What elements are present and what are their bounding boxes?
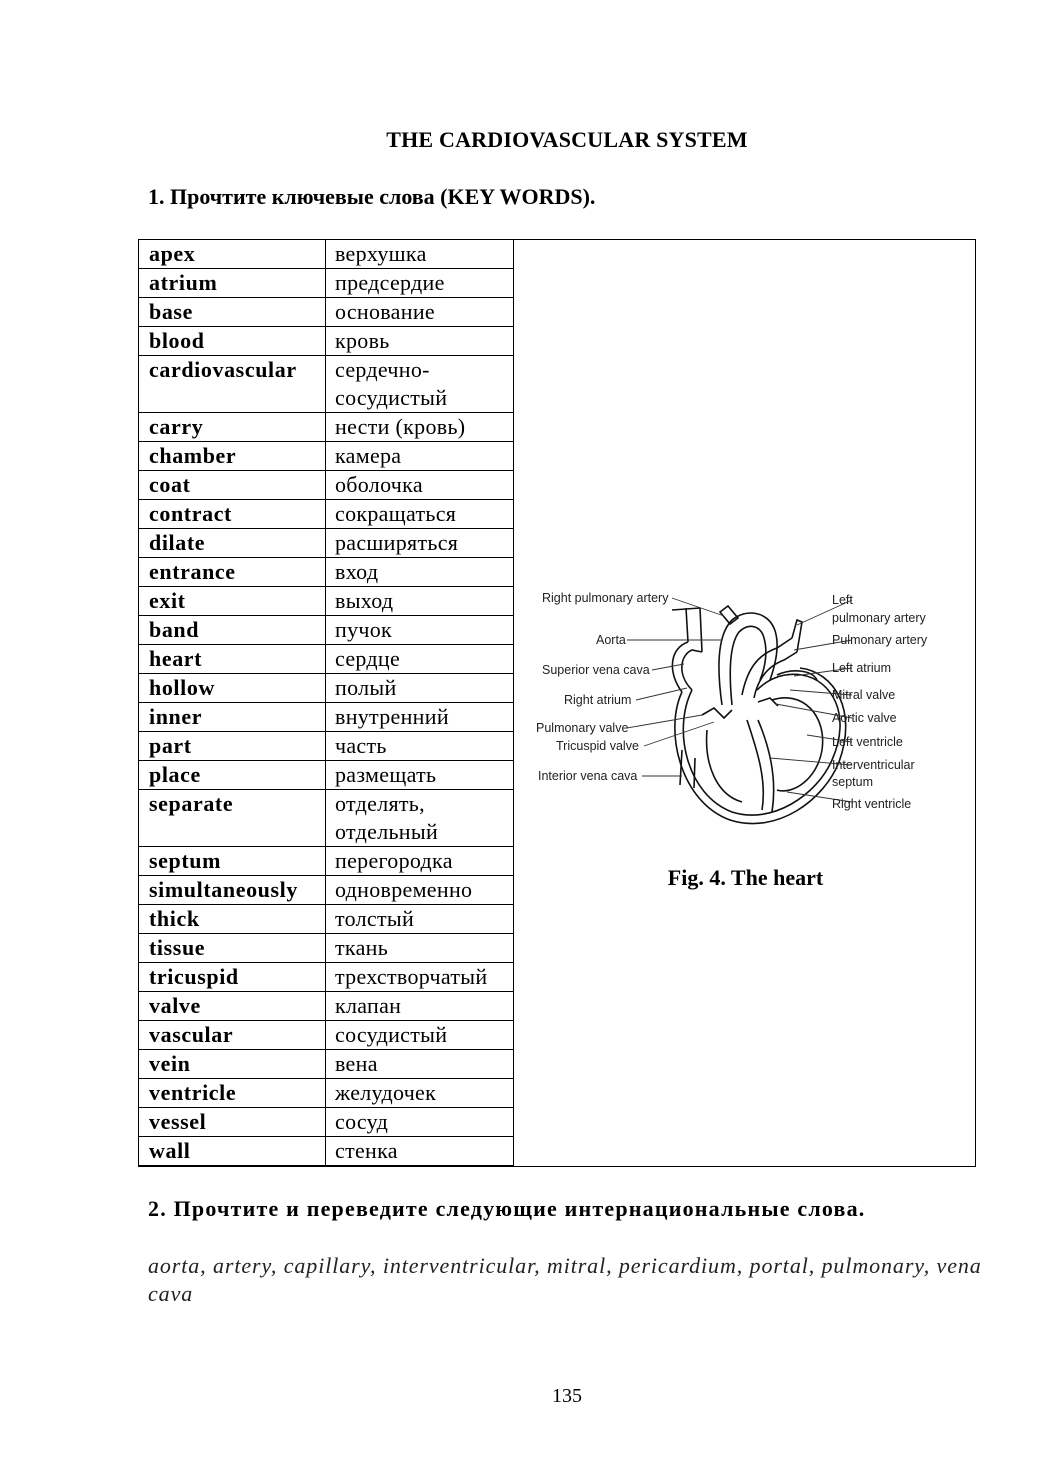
table-row bbox=[139, 934, 514, 963]
term-russian bbox=[326, 1137, 514, 1166]
leader-lines bbox=[627, 598, 852, 802]
term-english: separate bbox=[139, 790, 326, 847]
term-english: dilate bbox=[139, 529, 326, 558]
figure-area bbox=[516, 240, 975, 1166]
label-pulmonary-artery: Pulmonary artery bbox=[832, 633, 928, 647]
term-english: blood bbox=[139, 327, 326, 356]
term-russian-line: сердечно- bbox=[335, 357, 430, 382]
term-russian bbox=[326, 558, 514, 587]
key-words-table bbox=[138, 239, 514, 1166]
term-english: place bbox=[139, 761, 326, 790]
term-english: cardiovascular bbox=[139, 356, 326, 413]
section-2-heading: 2. Прочтите и переведите следующие интернациональные слова. bbox=[148, 1196, 866, 1221]
label-aorta: Aorta bbox=[596, 633, 626, 647]
figure-caption: Fig. 4. The heart bbox=[667, 865, 824, 890]
term-russian-line: полый bbox=[335, 675, 397, 700]
table-row bbox=[139, 674, 514, 703]
term-russian-line: толстый bbox=[335, 906, 415, 931]
term-russian-line: оболочка bbox=[335, 472, 423, 497]
term-russian bbox=[326, 934, 514, 963]
term-russian-line: верхушка bbox=[335, 241, 427, 266]
table-row bbox=[139, 703, 514, 732]
term-russian-line: сосуд bbox=[335, 1109, 389, 1134]
label-left-pulmonary-artery-1: Left bbox=[832, 593, 853, 607]
label-left-ventricle: Left ventricle bbox=[832, 735, 903, 749]
table-row bbox=[139, 1137, 514, 1166]
term-russian bbox=[326, 1050, 514, 1079]
term-russian bbox=[326, 298, 514, 327]
term-english: vascular bbox=[139, 1021, 326, 1050]
term-english: heart bbox=[139, 645, 326, 674]
term-russian bbox=[326, 703, 514, 732]
term-russian-line: стенка bbox=[335, 1138, 398, 1163]
term-english: base bbox=[139, 298, 326, 327]
table-row bbox=[139, 442, 514, 471]
term-english: part bbox=[139, 732, 326, 761]
term-english: atrium bbox=[139, 269, 326, 298]
term-russian-line: предсердие bbox=[335, 270, 445, 295]
table-row bbox=[139, 587, 514, 616]
table-row bbox=[139, 413, 514, 442]
term-russian bbox=[326, 529, 514, 558]
table-row bbox=[139, 876, 514, 905]
term-russian bbox=[326, 645, 514, 674]
term-russian bbox=[326, 1108, 514, 1137]
term-russian bbox=[326, 905, 514, 934]
label-interventricular-septum-2: septum bbox=[832, 775, 873, 789]
term-english: carry bbox=[139, 413, 326, 442]
term-russian bbox=[326, 876, 514, 905]
term-russian bbox=[326, 471, 514, 500]
heart-drawing bbox=[672, 606, 846, 824]
term-russian bbox=[326, 761, 514, 790]
label-right-atrium: Right atrium bbox=[564, 693, 632, 707]
table-row bbox=[139, 1079, 514, 1108]
term-russian bbox=[326, 327, 514, 356]
term-russian-line: выход bbox=[335, 588, 394, 613]
table-row bbox=[139, 356, 514, 413]
term-russian bbox=[326, 356, 514, 413]
term-russian bbox=[326, 963, 514, 992]
term-english: septum bbox=[139, 847, 326, 876]
table-row bbox=[139, 905, 514, 934]
label-left-atrium: Left atrium bbox=[832, 661, 892, 675]
term-russian-line: желудочек bbox=[335, 1080, 437, 1105]
term-english: entrance bbox=[139, 558, 326, 587]
term-russian-line: вход bbox=[335, 559, 379, 584]
term-russian-line: камера bbox=[335, 443, 402, 468]
table-row bbox=[139, 992, 514, 1021]
label-interior-vena-cava: Interior vena cava bbox=[538, 769, 638, 783]
term-russian bbox=[326, 847, 514, 876]
term-russian-line: ткань bbox=[335, 935, 389, 960]
term-russian-line: сокращаться bbox=[335, 501, 457, 526]
label-interventricular-septum-1: Interventricular bbox=[832, 758, 915, 772]
table-row bbox=[139, 1021, 514, 1050]
term-russian bbox=[326, 500, 514, 529]
key-words-box bbox=[138, 239, 976, 1167]
table-row bbox=[139, 269, 514, 298]
term-russian bbox=[326, 413, 514, 442]
term-english: thick bbox=[139, 905, 326, 934]
table-row bbox=[139, 847, 514, 876]
table-row bbox=[139, 790, 514, 847]
label-mitral-valve: Mitral valve bbox=[832, 688, 896, 702]
term-russian bbox=[326, 442, 514, 471]
term-english: coat bbox=[139, 471, 326, 500]
label-left-pulmonary-artery-2: pulmonary artery bbox=[832, 611, 926, 625]
term-english: band bbox=[139, 616, 326, 645]
term-russian bbox=[326, 674, 514, 703]
term-english: chamber bbox=[139, 442, 326, 471]
term-russian-line: расширяться bbox=[335, 530, 459, 555]
term-russian-line: кровь bbox=[335, 328, 390, 353]
table-row bbox=[139, 1050, 514, 1079]
term-russian bbox=[326, 1021, 514, 1050]
table-row bbox=[139, 529, 514, 558]
label-pulmonary-valve: Pulmonary valve bbox=[536, 721, 629, 735]
term-russian-line: перегородка bbox=[335, 848, 453, 873]
table-row bbox=[139, 1108, 514, 1137]
table-row bbox=[139, 298, 514, 327]
table-row bbox=[139, 558, 514, 587]
label-right-ventricle: Right ventricle bbox=[832, 797, 912, 811]
term-russian-line: клапан bbox=[335, 993, 402, 1018]
table-row bbox=[139, 240, 514, 269]
term-russian-line-2: сосудистый bbox=[335, 385, 448, 410]
term-russian-line: вена bbox=[335, 1051, 378, 1076]
term-russian-line: сосудистый bbox=[335, 1022, 448, 1047]
term-russian bbox=[326, 732, 514, 761]
term-russian-line: трехстворчатый bbox=[335, 964, 488, 989]
term-russian-line: сердце bbox=[335, 646, 401, 671]
term-russian bbox=[326, 269, 514, 298]
term-russian-line: отделять, bbox=[335, 791, 425, 816]
table-row bbox=[139, 761, 514, 790]
term-english: vein bbox=[139, 1050, 326, 1079]
label-tricuspid-valve: Tricuspid valve bbox=[556, 739, 639, 753]
table-row bbox=[139, 645, 514, 674]
page-title: THE CARDIOVASCULAR SYSTEM bbox=[386, 127, 748, 152]
international-words: aorta, artery, capillary, interventricular, mitral, pericardium, portal, pulmonary, vena cava bbox=[148, 1253, 982, 1306]
term-russian bbox=[326, 790, 514, 847]
term-english: hollow bbox=[139, 674, 326, 703]
section-1-heading: 1. Прочтите ключевые слова (KEY WORDS). bbox=[148, 184, 596, 209]
term-russian-line-2: отдельный bbox=[335, 819, 439, 844]
table-row bbox=[139, 963, 514, 992]
term-english: valve bbox=[139, 992, 326, 1021]
label-aortic-valve: Aortic valve bbox=[832, 711, 897, 725]
term-english: tissue bbox=[139, 934, 326, 963]
page-number: 135 bbox=[552, 1385, 582, 1407]
term-russian-line: основание bbox=[335, 299, 435, 324]
term-english: vessel bbox=[139, 1108, 326, 1137]
term-english: contract bbox=[139, 500, 326, 529]
term-english: wall bbox=[139, 1137, 326, 1166]
term-russian bbox=[326, 240, 514, 269]
term-russian bbox=[326, 616, 514, 645]
heart-diagram bbox=[532, 580, 972, 830]
term-russian-line: размещать bbox=[335, 762, 437, 787]
table-row bbox=[139, 732, 514, 761]
term-english: simultaneously bbox=[139, 876, 326, 905]
term-russian bbox=[326, 1079, 514, 1108]
table-row bbox=[139, 500, 514, 529]
label-right-pulmonary-artery: Right pulmonary artery bbox=[542, 591, 669, 605]
term-english: exit bbox=[139, 587, 326, 616]
term-russian bbox=[326, 992, 514, 1021]
table-row bbox=[139, 471, 514, 500]
term-english: tricuspid bbox=[139, 963, 326, 992]
term-english: inner bbox=[139, 703, 326, 732]
term-russian-line: одновременно bbox=[335, 877, 473, 902]
term-russian-line: нести (кровь) bbox=[335, 414, 466, 439]
term-english: ventricle bbox=[139, 1079, 326, 1108]
term-russian-line: часть bbox=[335, 733, 387, 758]
table-row bbox=[139, 616, 514, 645]
label-superior-vena-cava: Superior vena cava bbox=[542, 663, 650, 677]
table-row bbox=[139, 327, 514, 356]
term-russian-line: внутренний bbox=[335, 704, 449, 729]
term-russian bbox=[326, 587, 514, 616]
term-russian-line: пучок bbox=[335, 617, 393, 642]
term-english: apex bbox=[139, 240, 326, 269]
